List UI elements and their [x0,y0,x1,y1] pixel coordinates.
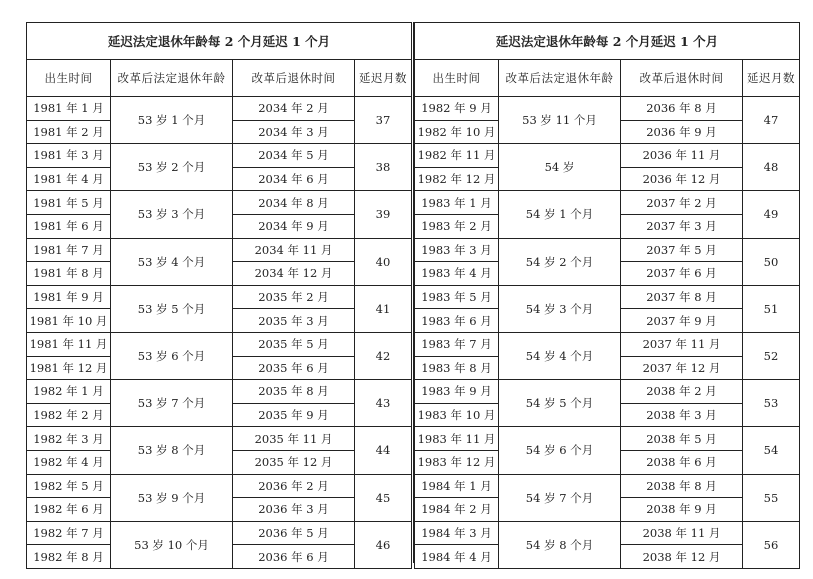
retire-age-cell: 54 岁 2 个月 [499,238,621,285]
retire-age-cell: 53 岁 2 个月 [111,144,233,191]
retire-age-cell: 53 岁 10 个月 [111,521,233,568]
retire-time-cell: 2037 年 2 月 [621,191,743,215]
table-row [27,427,412,451]
table-row [415,285,800,309]
table-row [415,474,800,498]
retire-age-cell: 53 岁 1 个月 [111,97,233,144]
header-birth-time: 出生时间 [415,60,499,97]
birth-time-cell: 1983 年 9 月 [415,380,499,404]
birth-time-cell: 1983 年 12 月 [415,450,499,474]
retire-time-cell: 2035 年 8 月 [233,380,355,404]
birth-time-cell: 1982 年 3 月 [27,427,111,451]
retire-time-cell: 2037 年 8 月 [621,285,743,309]
retire-time-cell: 2035 年 11 月 [233,427,355,451]
birth-time-cell: 1981 年 2 月 [27,120,111,144]
birth-time-cell: 1982 年 11 月 [415,144,499,168]
birth-time-cell: 1981 年 8 月 [27,262,111,286]
retire-time-cell: 2037 年 9 月 [621,309,743,333]
header-new-retire-age: 改革后法定退休年龄 [499,60,621,97]
delay-months-cell: 45 [355,474,412,521]
birth-time-cell: 1983 年 8 月 [415,356,499,380]
retire-age-cell: 54 岁 7 个月 [499,474,621,521]
retire-time-cell: 2038 年 9 月 [621,498,743,522]
retire-age-cell: 54 岁 3 个月 [499,285,621,332]
retire-time-cell: 2038 年 2 月 [621,380,743,404]
delay-months-cell: 50 [743,238,800,285]
retire-time-cell: 2038 年 11 月 [621,521,743,545]
birth-time-cell: 1981 年 10 月 [27,309,111,333]
retire-age-cell: 53 岁 5 个月 [111,285,233,332]
retire-time-cell: 2034 年 3 月 [233,120,355,144]
retire-time-cell: 2035 年 3 月 [233,309,355,333]
left-schedule-table [26,22,412,569]
table-row [27,285,412,309]
delay-months-cell: 39 [355,191,412,238]
birth-time-cell: 1982 年 6 月 [27,498,111,522]
birth-time-cell: 1982 年 1 月 [27,380,111,404]
birth-time-cell: 1984 年 3 月 [415,521,499,545]
retire-time-cell: 2036 年 2 月 [233,474,355,498]
delay-months-cell: 56 [743,521,800,568]
right-table-title: 延迟法定退休年龄每 2 个月延迟 1 个月 [415,23,800,60]
delay-months-cell: 47 [743,97,800,144]
retire-time-cell: 2036 年 12 月 [621,167,743,191]
retire-time-cell: 2036 年 11 月 [621,144,743,168]
birth-time-cell: 1981 年 3 月 [27,144,111,168]
delay-months-cell: 37 [355,97,412,144]
table-row [415,191,800,215]
table-row [415,238,800,262]
retire-time-cell: 2037 年 3 月 [621,214,743,238]
left-table-title: 延迟法定退休年龄每 2 个月延迟 1 个月 [27,23,412,60]
table-row [415,521,800,545]
delay-months-cell: 55 [743,474,800,521]
birth-time-cell: 1982 年 7 月 [27,521,111,545]
birth-time-cell: 1981 年 7 月 [27,238,111,262]
retire-age-cell: 54 岁 1 个月 [499,191,621,238]
retire-time-cell: 2037 年 11 月 [621,332,743,356]
table-row [27,97,412,121]
birth-time-cell: 1983 年 7 月 [415,332,499,356]
retire-time-cell: 2035 年 12 月 [233,450,355,474]
retire-age-cell: 54 岁 4 个月 [499,332,621,379]
right-table-body [415,97,800,569]
retire-time-cell: 2035 年 6 月 [233,356,355,380]
birth-time-cell: 1982 年 5 月 [27,474,111,498]
birth-time-cell: 1983 年 1 月 [415,191,499,215]
birth-time-cell: 1981 年 6 月 [27,214,111,238]
table-row [415,144,800,168]
birth-time-cell: 1983 年 4 月 [415,262,499,286]
retire-time-cell: 2036 年 5 月 [233,521,355,545]
birth-time-cell: 1983 年 10 月 [415,403,499,427]
delay-months-cell: 46 [355,521,412,568]
retire-age-cell: 53 岁 7 个月 [111,380,233,427]
retire-time-cell: 2036 年 9 月 [621,120,743,144]
birth-time-cell: 1981 年 4 月 [27,167,111,191]
table-row [27,332,412,356]
header-new-retire-age: 改革后法定退休年龄 [111,60,233,97]
retire-time-cell: 2038 年 6 月 [621,450,743,474]
retire-age-cell: 53 岁 11 个月 [499,97,621,144]
retire-time-cell: 2034 年 11 月 [233,238,355,262]
retire-time-cell: 2035 年 9 月 [233,403,355,427]
delay-months-cell: 48 [743,144,800,191]
table-row [27,380,412,404]
retire-time-cell: 2037 年 5 月 [621,238,743,262]
retirement-schedule-sheet [26,22,800,563]
table-row [27,238,412,262]
retire-time-cell: 2036 年 3 月 [233,498,355,522]
header-new-retire-time: 改革后退休时间 [233,60,355,97]
table-row [415,97,800,121]
birth-time-cell: 1981 年 11 月 [27,332,111,356]
retire-time-cell: 2035 年 2 月 [233,285,355,309]
delay-months-cell: 49 [743,191,800,238]
birth-time-cell: 1981 年 5 月 [27,191,111,215]
retire-age-cell: 53 岁 3 个月 [111,191,233,238]
retire-age-cell: 54 岁 6 个月 [499,427,621,474]
retire-age-cell: 53 岁 8 个月 [111,427,233,474]
table-row [415,380,800,404]
delay-months-cell: 44 [355,427,412,474]
table-row [27,144,412,168]
birth-time-cell: 1982 年 10 月 [415,120,499,144]
birth-time-cell: 1983 年 11 月 [415,427,499,451]
left-table-body [27,97,412,569]
delay-months-cell: 54 [743,427,800,474]
header-new-retire-time: 改革后退休时间 [621,60,743,97]
retire-age-cell: 53 岁 4 个月 [111,238,233,285]
table-row [415,332,800,356]
birth-time-cell: 1983 年 2 月 [415,214,499,238]
retire-time-cell: 2034 年 6 月 [233,167,355,191]
birth-time-cell: 1983 年 3 月 [415,238,499,262]
delay-months-cell: 40 [355,238,412,285]
table-row [415,427,800,451]
delay-months-cell: 42 [355,332,412,379]
table-row [27,521,412,545]
retire-time-cell: 2037 年 6 月 [621,262,743,286]
birth-time-cell: 1983 年 6 月 [415,309,499,333]
header-delay-months: 延迟月数 [355,60,412,97]
birth-time-cell: 1983 年 5 月 [415,285,499,309]
retire-time-cell: 2037 年 12 月 [621,356,743,380]
header-birth-time: 出生时间 [27,60,111,97]
delay-months-cell: 43 [355,380,412,427]
right-half [414,22,799,563]
retire-time-cell: 2036 年 8 月 [621,97,743,121]
birth-time-cell: 1982 年 2 月 [27,403,111,427]
left-half [26,22,411,563]
birth-time-cell: 1982 年 12 月 [415,167,499,191]
retire-age-cell: 54 岁 5 个月 [499,380,621,427]
birth-time-cell: 1984 年 4 月 [415,545,499,569]
birth-time-cell: 1984 年 1 月 [415,474,499,498]
retire-time-cell: 2038 年 5 月 [621,427,743,451]
delay-months-cell: 53 [743,380,800,427]
delay-months-cell: 38 [355,144,412,191]
birth-time-cell: 1981 年 1 月 [27,97,111,121]
retire-age-cell: 54 岁 8 个月 [499,521,621,568]
retire-time-cell: 2036 年 6 月 [233,545,355,569]
retire-time-cell: 2034 年 2 月 [233,97,355,121]
table-row [27,191,412,215]
birth-time-cell: 1982 年 9 月 [415,97,499,121]
retire-age-cell: 54 岁 [499,144,621,191]
retire-time-cell: 2034 年 9 月 [233,214,355,238]
retire-time-cell: 2034 年 8 月 [233,191,355,215]
header-delay-months: 延迟月数 [743,60,800,97]
delay-months-cell: 52 [743,332,800,379]
retire-time-cell: 2038 年 3 月 [621,403,743,427]
birth-time-cell: 1981 年 12 月 [27,356,111,380]
birth-time-cell: 1982 年 8 月 [27,545,111,569]
retire-time-cell: 2034 年 5 月 [233,144,355,168]
retire-age-cell: 53 岁 6 个月 [111,332,233,379]
delay-months-cell: 41 [355,285,412,332]
retire-time-cell: 2034 年 12 月 [233,262,355,286]
delay-months-cell: 51 [743,285,800,332]
retire-age-cell: 53 岁 9 个月 [111,474,233,521]
retire-time-cell: 2038 年 8 月 [621,474,743,498]
right-schedule-table [414,22,800,569]
retire-time-cell: 2038 年 12 月 [621,545,743,569]
birth-time-cell: 1984 年 2 月 [415,498,499,522]
birth-time-cell: 1981 年 9 月 [27,285,111,309]
table-row [27,474,412,498]
retire-time-cell: 2035 年 5 月 [233,332,355,356]
birth-time-cell: 1982 年 4 月 [27,450,111,474]
